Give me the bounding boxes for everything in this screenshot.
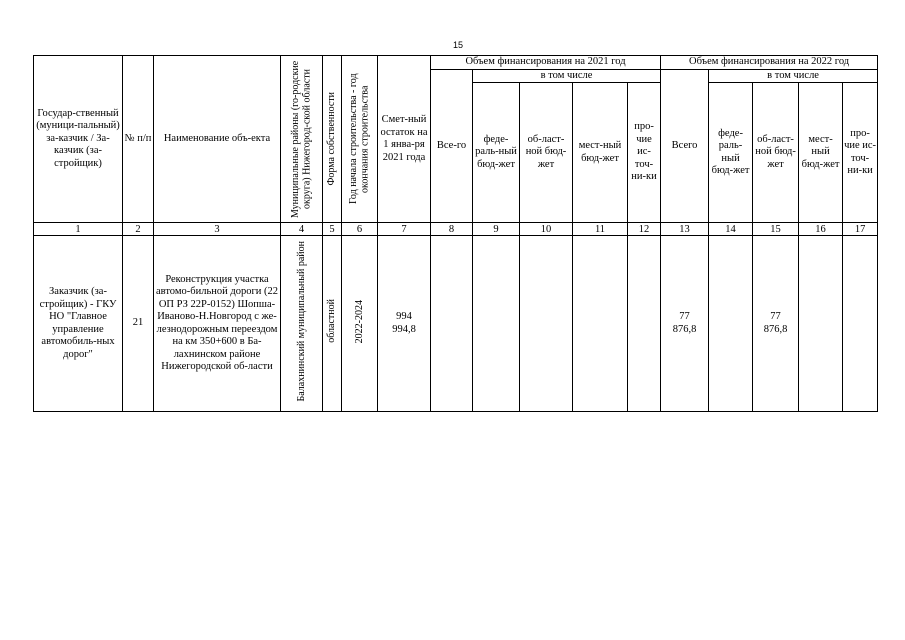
row-estimated-balance	[378, 236, 431, 412]
header-municipal-districts-cell	[281, 56, 323, 223]
header-total-2022: Всего	[661, 69, 709, 223]
header-federal-2022: феде-раль-ный бюд-жет	[709, 83, 753, 223]
row-other-2022	[843, 236, 878, 412]
column-number: 7	[378, 223, 431, 236]
header-regional-2021: об-ласт-ной бюд-жет	[520, 83, 573, 223]
column-number: 3	[154, 223, 281, 236]
header-row-1	[34, 56, 878, 70]
column-number: 12	[628, 223, 661, 236]
row-number: 21	[123, 236, 154, 412]
header-other-2021: про-чие ис-точ-ни-ки	[628, 83, 661, 223]
row-regional-2022	[753, 236, 799, 412]
column-number: 10	[520, 223, 573, 236]
row-ownership: областной	[326, 299, 338, 344]
row-local-2022	[799, 236, 843, 412]
column-number: 5	[323, 223, 342, 236]
header-other-2022: про-чие ис-точ-ни-ки	[843, 83, 878, 223]
column-number: 15	[753, 223, 799, 236]
row-total-2022	[661, 236, 709, 412]
column-number: 6	[342, 223, 378, 236]
header-local-2021: мест-ный бюд-жет	[573, 83, 628, 223]
column-number: 17	[843, 223, 878, 236]
column-numbers-row	[34, 223, 878, 236]
row-estimated-balance-line2: 994,8	[392, 323, 416, 335]
header-local-2022: мест-ный бюд-жет	[799, 83, 843, 223]
row-years-cell	[342, 236, 378, 412]
header-fin-2021: Объем финансирования на 2021 год	[431, 56, 661, 70]
column-number: 9	[473, 223, 520, 236]
row-regional-2022-line1: 77	[770, 311, 781, 322]
row-estimated-balance-line1: 994	[396, 311, 412, 322]
column-number: 14	[709, 223, 753, 236]
row-years: 2022-2024	[353, 299, 365, 343]
column-number: 13	[661, 223, 709, 236]
row-other-2021	[628, 236, 661, 412]
row-customer: Заказчик (за-стройщик) - ГКУ НО "Главное управление автомобиль-ных дорог"	[34, 236, 123, 412]
column-number: 2	[123, 223, 154, 236]
header-customer: Государ-ственный (муници-пальный) за-казчик / За-казчик (за-стройщик)	[34, 56, 123, 223]
header-including-2021: в том числе	[473, 69, 661, 83]
column-number: 8	[431, 223, 473, 236]
column-number: 16	[799, 223, 843, 236]
column-number: 11	[573, 223, 628, 236]
header-ownership-form: Форма собственности	[326, 92, 338, 186]
row-ownership-cell	[323, 236, 342, 412]
row-total-2022-line2: 876,8	[672, 323, 697, 335]
row-district: Балахнинский муниципальный район	[295, 241, 307, 402]
header-object-name: Наименование объ-екта	[154, 56, 281, 223]
column-number: 4	[281, 223, 323, 236]
row-regional-2021	[520, 236, 573, 412]
header-municipal-districts: Муниципальные районы (го-родские округа) Нижегород-ской области	[290, 60, 313, 218]
row-federal-2021	[473, 236, 520, 412]
header-including-2022: в том числе	[709, 69, 878, 83]
row-local-2021	[573, 236, 628, 412]
table-row	[34, 236, 878, 412]
header-federal-2021: феде-раль-ный бюд-жет	[473, 83, 520, 223]
header-estimated-balance: Смет-ный остаток на 1 янва-ря 2021 года	[378, 56, 431, 223]
page-number: 15	[452, 40, 463, 50]
row-regional-2022-line2: 876,8	[763, 323, 788, 335]
header-total-2021: Все-го	[431, 69, 473, 223]
header-number: № п/п	[123, 56, 154, 223]
financing-table	[33, 55, 878, 412]
row-total-2021	[431, 236, 473, 412]
row-federal-2022	[709, 236, 753, 412]
header-regional-2022: об-ласт-ной бюд-жет	[753, 83, 799, 223]
column-number: 1	[34, 223, 123, 236]
row-object-name: Реконструкция участка автомо-бильной дороги (22 ОП РЗ 22Р-0152) Шопша-Иваново-Н.Новгород с же-лезнодорожным переездом на км 350+600 в Ба-лахнинском районе Нижегородской об-ласти	[154, 236, 281, 412]
row-district-cell	[281, 236, 323, 412]
header-construction-years: Год начала строительства - год окончания строительства	[348, 73, 371, 205]
header-fin-2022: Объем финансирования на 2022 год	[661, 56, 878, 70]
header-construction-years-cell	[342, 56, 378, 223]
row-total-2022-line1: 77	[679, 311, 690, 322]
header-ownership-form-cell	[323, 56, 342, 223]
